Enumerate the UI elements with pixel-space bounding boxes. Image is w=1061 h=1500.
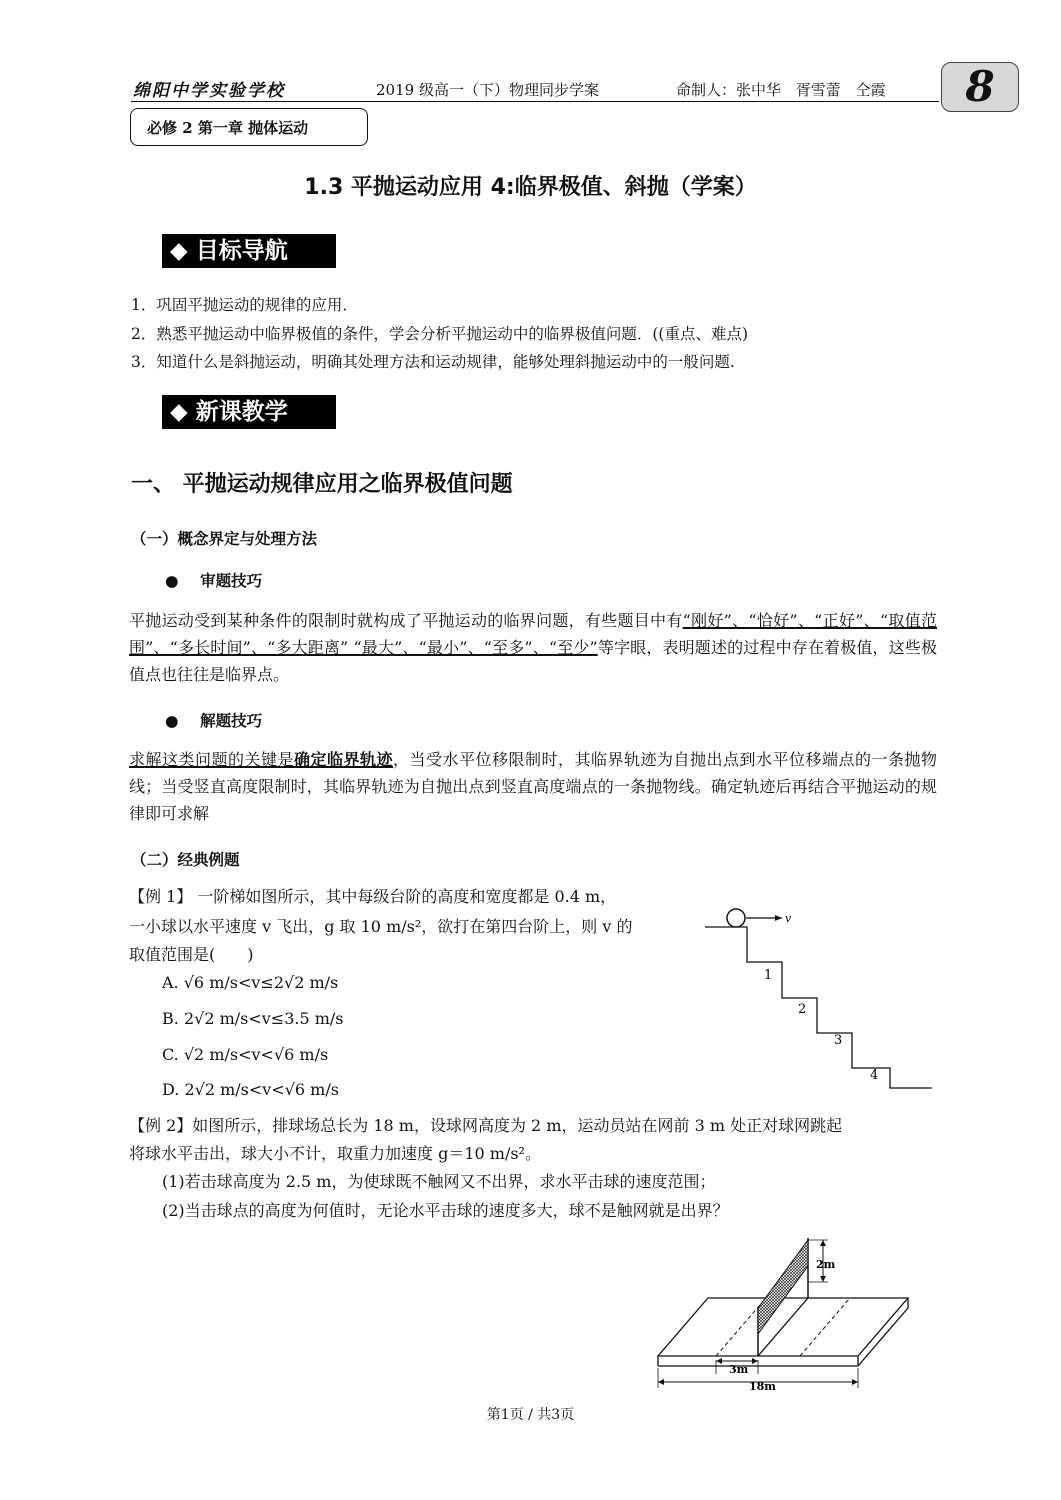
velocity-label: v (785, 912, 792, 925)
school-name: 绵阳中学实验学校 (133, 81, 285, 101)
goals-heading-bar (162, 234, 336, 268)
header-rule (131, 101, 939, 102)
example2-line: 将球水平击出，球大小不计，取重力加速度 g＝10 m/s²。 (129, 1144, 541, 1163)
goal-item: 2．熟悉平抛运动中临界极值的条件，学会分析平抛运动中的临界极值问题．((重点、难点) (131, 325, 749, 343)
step-label: 4 (870, 1068, 879, 1083)
bullet-label: 审题技巧 (200, 571, 263, 590)
ball-icon (727, 909, 745, 927)
authors: 命制人：张中华 胥雪蕾 仝霞 (676, 81, 886, 99)
stairs-outline (705, 927, 932, 1088)
page-title: 1.3 平抛运动应用 4:临界极值、斜抛（学案） (304, 175, 757, 200)
paragraph-review-tips (129, 607, 937, 688)
option-a: A. √6 m/s<v≤2√2 m/s (162, 973, 339, 992)
example2-question: (2)当击球点的高度为何值时，无论水平击球的速度多大，球不是触网就是出界？ (162, 1201, 729, 1220)
step-label: 3 (834, 1033, 843, 1048)
paragraph-solving-tips (129, 746, 937, 827)
example2-question: (1)若击球高度为 2.5 m，为使球既不触网又不出界，求水平击球的速度范围； (162, 1172, 716, 1191)
step-label: 2 (798, 1002, 807, 1017)
option-d: D. 2√2 m/s<v<√6 m/s (162, 1080, 339, 1099)
newlesson-heading-bar (162, 395, 336, 429)
page-footer: 第1页 / 共3页 (486, 1407, 575, 1423)
bullet-label: 解题技巧 (200, 711, 263, 730)
goals-heading: 目标导航 (195, 238, 288, 264)
page-badge: 8 (941, 62, 1019, 112)
diamond-icon: ◆ (170, 399, 188, 425)
attack-line (800, 1298, 850, 1356)
option-b: B. 2√2 m/s<v≤3.5 m/s (162, 1009, 344, 1028)
para-underlined: 求解这类问题的关键是 (129, 750, 294, 769)
diamond-icon: ◆ (170, 238, 188, 264)
para-text: 等字眼，表明题述的过程中存在着极值，这些极值点也往往是临界点。 (129, 638, 937, 684)
arrow-head-icon (775, 915, 782, 921)
example1-line: 一小球以水平速度 v 飞出，g 取 10 m/s²，欲打在第四台阶上，则 v 的 (129, 917, 633, 936)
option-c: C. √2 m/s<v<√6 m/s (162, 1045, 329, 1064)
example1-line: 取值范围是( ) (129, 945, 254, 964)
volleyball-court-figure (650, 1228, 912, 1393)
bullet-item (165, 709, 262, 731)
course-title: 2019 级高一（下）物理同步学案 (376, 81, 599, 99)
goal-item: 3．知道什么是斜抛运动，明确其处理方法和运动规律，能够处理斜抛运动中的一般问题. (131, 353, 735, 371)
bullet-item (165, 569, 262, 591)
net (758, 1238, 808, 1356)
bullet-icon: ● (165, 711, 179, 730)
dist-net-label: 3m (729, 1363, 749, 1376)
example1-line: 【例 1】 一阶梯如图所示，其中每级台阶的高度和宽度都是 0.4 m， (129, 887, 617, 906)
chapter-box: 必修 2 第一章 抛体运动 (130, 108, 368, 146)
subsection-title: （二）经典例题 (131, 850, 240, 869)
para-text: ，当受水平位移限制时，其临界轨迹为自抛出点到水平位移端点的一条抛物线；当受竖直高度限制时，其临界轨迹为自抛出点到竖直高度端点的一条抛物线。确定轨迹后再结合平抛运动的规律即可求解 (129, 750, 937, 823)
bullet-icon: ● (165, 571, 179, 590)
para-underlined: “刚好”、“恰好”、“正好”、“取值范围”、“多长时间”、“多大距离” “最大”、“最小”、“至多”、“至少” (129, 611, 937, 657)
step-label: 1 (764, 968, 773, 983)
net-height-label: 2m (816, 1258, 836, 1271)
section-title: 一、 平抛运动规律应用之临界极值问题 (131, 472, 513, 497)
subsection-title: （一）概念界定与处理方法 (131, 529, 318, 548)
goal-item: 1．巩固平抛运动的规律的应用． (131, 296, 358, 314)
newlesson-heading: 新课教学 (195, 399, 288, 425)
example2-line: 【例 2】如图所示，排球场总长为 18 m，设球网高度为 2 m，运动员站在网前 3 m 处正对球网跳起 (129, 1116, 843, 1135)
para-text: 平抛运动受到某种条件的限制时就构成了平抛运动的临界问题，有些题目中有 (129, 611, 683, 630)
court-length-label: 18m (749, 1380, 776, 1393)
para-key-phrase: 确定临界轨迹 (294, 750, 393, 769)
staircase-figure (700, 900, 940, 1095)
